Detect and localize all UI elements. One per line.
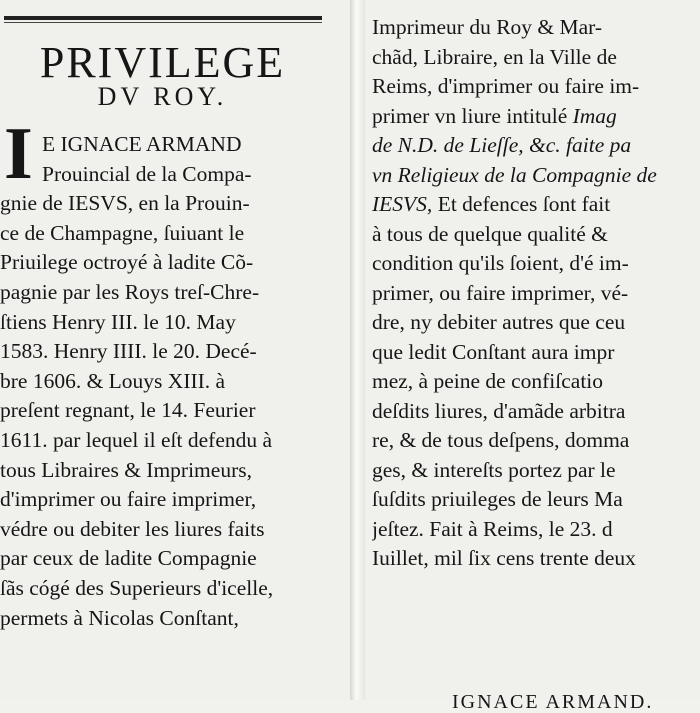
left-line: permets à Nicolas Conſtant, [0,605,239,630]
left-line: ſãs cógé des Superieurs d'icelle, [0,575,274,600]
right-line: dre, ny debiter autres que ceu [372,310,626,334]
right-line: Iuillet, mil ſix cens trente deux [372,546,636,570]
right-line: ges, & intereſts portez par le [372,457,616,482]
left-line: Prouincial de la Compa- [42,161,252,186]
signature: IGNACE ARMAND. [452,691,654,713]
left-line: preſent regnant, le 14. Feurier [0,398,256,423]
left-line: bre 1606. & Louys XIII. à [0,368,226,393]
left-line: par ceux de ladite Compagnie [0,546,257,571]
left-line: Priuilege octroyé à ladite Cõ- [0,250,254,275]
right-line: vn Religieux de la Compagnie de [372,162,657,187]
left-line: d'imprimer ou faire imprimer, [0,487,257,512]
left-line: ce de Champagne, ſuiuant le [0,220,245,245]
left-line: ſtiens Henry III. le 10. May [0,309,236,334]
right-line: primer vn liure intitulé Imag [372,103,617,128]
right-line: primer, ou faire imprimer, vé- [372,280,629,305]
right-line: à tous de quelque qualité & [372,221,608,246]
right-line: condition qu'ils ſoient, d'é im- [372,251,629,275]
left-line: tous Libraires & Imprimeurs, [0,457,252,482]
right-line: Reims, d'imprimer ou faire im- [372,74,640,98]
right-line: Imprimeur du Roy & Mar- [372,15,603,39]
ornament-rule [4,16,322,20]
right-line: deſdits liures, d'amãde arbitra [372,398,626,423]
right-line: chãd, Libraire, en la Ville de [372,44,617,69]
left-line: gnie de IESVS, en la Prouin- [0,191,250,216]
privilege-title: PRIVILEGE [39,38,286,87]
left-page [0,0,350,700]
left-line: 1611. par lequel il eſt defendu à [0,427,273,452]
left-line: védre ou debiter les liures faits [0,516,265,541]
right-line: jeſtez. Fait à Reims, le 23. d [372,516,613,541]
left-body-text [0,130,330,633]
right-line: IESVS, Et defences ſont fait [372,192,611,216]
right-line: ſuſdits priuileges de leurs Ma [372,487,623,511]
right-line: mez, à peine de confiſcatio [372,369,604,393]
book-gutter [350,0,365,700]
privilege-subtitle: DV ROY. [97,82,228,111]
left-line: 1583. Henry IIII. le 20. Decé- [0,339,257,364]
right-body-text [372,13,700,574]
left-line: E IGNACE ARMAND [42,132,242,156]
right-line: que ledit Conſtant aura impr [372,339,615,364]
drop-cap: I [4,113,33,195]
right-line: de N.D. de Lieſſe, &c. faite pa [372,133,632,157]
left-line: pagnie par les Roys treſ-Chre- [0,279,260,304]
right-line: re, & de tous deſpens, domma [372,428,630,452]
